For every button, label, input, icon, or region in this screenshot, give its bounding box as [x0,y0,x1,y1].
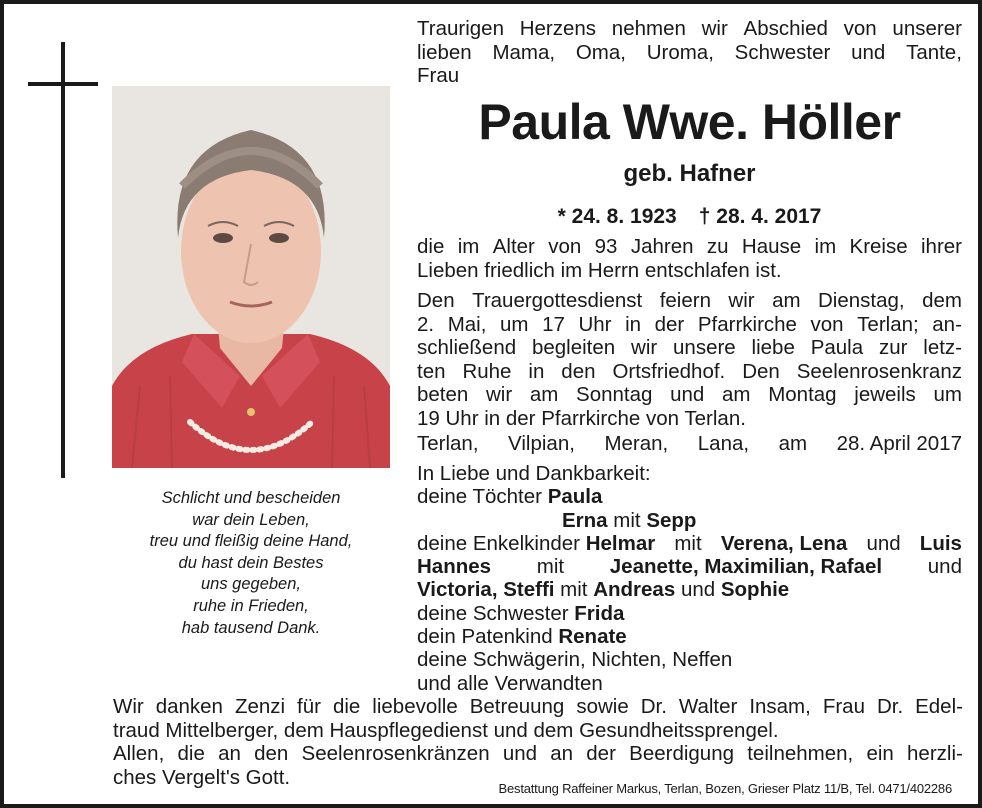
word: schließend [417,336,517,359]
word: Herzens [519,17,597,40]
word: an- [932,312,962,336]
partner-name: Sepp [646,508,697,532]
word: Uhr [578,312,612,336]
paragraph-service [417,289,962,430]
family-sisters-in-law: deine Schwägerin, Nichten, Neffen [417,648,733,672]
word: Mama, [492,40,556,64]
word: Terlan, [417,432,479,455]
word: Kreise [849,235,908,258]
place-and-date [417,432,962,456]
word: für [297,695,321,718]
word: lieben [417,40,472,64]
word: Sonntag [576,383,653,406]
word: Dr. [640,695,667,718]
word: Lieben friedlich im Herrn entschlafen ist. [417,258,782,282]
word: Lana, [697,432,750,455]
word: Allen, [113,742,165,765]
word: Paula [810,336,864,359]
word: den [561,359,596,383]
word: Frau [822,695,865,718]
word: Alter [492,235,535,258]
word: von [810,312,844,336]
label: deine Enkelkinder [417,531,580,555]
birth-name: geb. Hafner [623,160,756,187]
godchild-name: Renate [558,625,627,649]
word: Ruhe [462,359,512,383]
text-line [113,742,963,766]
family-grandchildren-1 [417,532,962,555]
portrait-illustration [112,86,390,468]
word: am [772,289,801,312]
word: Meran, [604,432,669,455]
word: Zenzi [234,695,286,718]
text-line [417,313,962,337]
poem-line: uns gegeben, [200,575,301,594]
cross-icon-vertical-bar [61,42,65,478]
word: feiern [659,289,711,312]
word: wir [486,383,513,406]
word: Trauergottesdienst [472,289,643,312]
text-line [417,259,962,283]
word: Terlan; [857,312,919,336]
connector: mit [613,508,641,532]
partner-names: Jeanette, Maximilian, Rafael [609,555,883,579]
word: im [457,235,480,258]
word: ihrer [920,235,962,258]
word: traud Mittelberger, dem Hauspflegedienst und dem Gesundheitssprengel. [113,718,779,742]
word: Betreuung [469,695,565,718]
word: dem [922,289,962,312]
word: unserer [892,17,962,40]
word: Tante, [906,40,962,64]
word: Den [417,289,455,312]
segment [417,532,655,555]
word: und [851,40,886,64]
undertaker-info: Bestattung Raffeiner Markus, Terlan, Bozen, Grieser Platz 11/B, Tel. 0471/402286 [498,781,952,796]
connector: mit [674,531,702,555]
word: am [529,383,559,406]
family-grandchildren-2 [417,555,962,578]
word: 19 Uhr in der Pfarrkirche von Terlan. [417,406,746,430]
partner-name: Sophie [720,578,790,602]
death-date: † 28. 4. 2017 [698,205,822,228]
word: 2. [417,312,435,336]
word: in [528,359,545,383]
word: Den [742,359,780,383]
connector: und [866,531,901,555]
word: an [550,742,574,765]
word: zu [706,235,729,258]
family-list [417,462,962,695]
connector: und [680,578,716,602]
word: in [625,312,642,336]
label: deine Schwester [417,601,569,625]
partner-name: Luis [919,531,962,555]
word: Seelenrosenkranz [796,359,962,383]
word: ten [417,359,446,383]
word: letz- [923,336,962,359]
word: Uroma, [646,40,714,64]
word: Frau [417,64,460,87]
poem-line: hab tausend Dank. [181,618,321,637]
text-line [417,41,962,65]
connector: und [927,555,962,579]
poem-line: du hast dein Bestes [178,553,324,572]
family-daughter-2 [417,509,962,532]
text-line [417,235,962,259]
poem-line: treu und fleißig deine Hand, [149,532,353,551]
poem-line: ruhe in Frieden, [193,596,309,615]
text-line [113,719,963,743]
poem-line: war dein Leben, [192,510,310,529]
word: Dienstag, [818,289,905,312]
word: der [586,742,616,765]
word: teilnehmen, [747,742,854,765]
word: Mai, [447,312,487,336]
word: ches Vergelt's Gott. [113,765,291,789]
word: den [254,742,289,765]
word: Pfarrkirche [697,312,797,336]
word: von [548,235,582,258]
text-line [417,289,962,313]
deceased-name: Paula Wwe. Höller [478,94,901,150]
text-line [417,383,962,407]
word: Wir [113,695,144,718]
word: der [654,312,685,336]
word: nehmen [611,17,686,40]
word: 93 [594,235,618,258]
word: wir [631,336,658,359]
word: danken [155,695,223,718]
word: unsere [673,336,736,359]
portrait-photo [112,86,390,468]
daughter-name: Paula [547,485,603,509]
birth-date: * 24. 8. 1923 [557,205,677,228]
word: Schwester [734,40,831,64]
word: Ortsfriedhof. [612,359,726,383]
word: wir [728,289,755,312]
cross-icon-horizontal-bar [28,82,98,86]
intro-text [417,17,962,88]
word: Dr. [876,695,904,718]
text-line [417,64,962,88]
family-relatives: und alle Verwandten [417,671,603,695]
word: 28. April 2017 [836,432,962,455]
word: im [814,235,837,258]
text-line [417,17,962,41]
text-line [113,695,963,719]
word: herzli- [907,742,963,765]
family-sister [417,602,962,625]
word: Oma, [575,40,626,64]
paragraph-passing [417,235,962,282]
word: 17 [542,312,565,336]
word: die [332,695,361,718]
thanks-text [113,695,963,789]
word: Vilpian, [508,432,575,455]
text-line [417,336,962,360]
grandchild-names: Victoria, Steffi [417,578,555,602]
word: die [177,742,205,765]
family-heading: In Liebe und Dankbarkeit: [417,462,651,485]
word: um [500,312,529,336]
word: die [417,235,445,258]
poem [112,488,390,639]
grandchild-name: Hannes [417,555,492,579]
word: Beerdigung [629,742,735,765]
word: am [722,383,751,406]
word: Montag [768,383,837,406]
life-dates [417,203,962,231]
text-line [417,407,962,431]
partner-names: Verena, Lena [720,531,848,555]
word: sowie [576,695,629,718]
word: wir [701,17,728,40]
label: deine Töchter [417,485,542,509]
family-grandchildren-3 [417,578,962,601]
word: Seelenrosenkränzen [301,742,490,765]
word: liebe [751,336,795,359]
word: jeweils [854,383,916,406]
sister-name: Frida [574,601,625,625]
text-line [417,360,962,384]
poem-line: Schlicht und bescheiden [161,489,341,507]
connector: mit [560,578,588,602]
word: Hause [741,235,802,258]
word: Abschied [743,17,828,40]
word: an [218,742,241,765]
word: um [933,383,962,406]
word: begleiten [531,336,616,359]
word: liebevolle [372,695,458,718]
word: Jahren [630,235,694,258]
daughter-name: Erna [562,508,608,532]
family-godchild [417,625,962,648]
word: und [670,383,705,406]
word: und [502,742,538,765]
word: beten [417,383,469,406]
word: Traurigen [417,17,504,40]
word: Insam, [749,695,811,718]
word: zur [878,336,908,359]
connector: mit [536,555,565,579]
word: Edel- [915,695,963,718]
partner-name: Andreas [593,578,676,602]
family-daughters [417,485,962,508]
grandchild-name: Helmar [585,531,656,555]
word: ein [866,742,894,765]
word: von [843,17,877,40]
word: Walter [678,695,738,718]
word: am [778,432,808,455]
label: dein Patenkind [417,625,553,649]
